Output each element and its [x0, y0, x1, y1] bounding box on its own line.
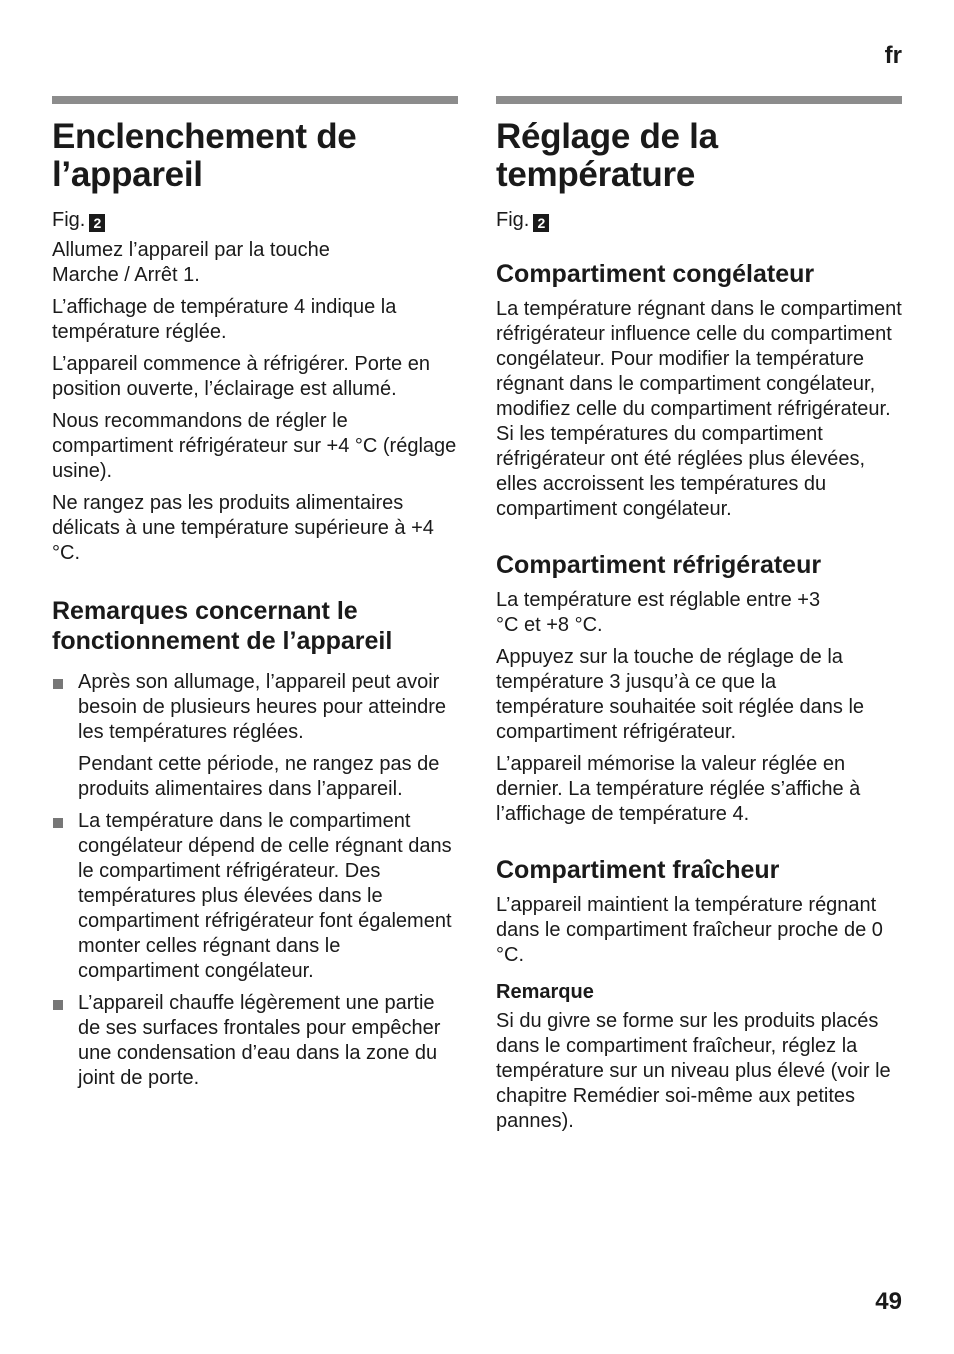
language-code: fr	[884, 42, 902, 69]
figure-number: 2	[533, 214, 549, 232]
figure-label: Fig.	[52, 209, 86, 231]
list-item	[52, 670, 458, 802]
paragraph: L’appareil commence à réfrigérer. Porte en position ouverte, l’éclairage est allumé.	[52, 353, 430, 400]
subsection-title-fridge: Compartiment réfrigérateur	[496, 551, 822, 579]
page-number: 49	[875, 1288, 902, 1315]
right-column	[496, 96, 902, 1141]
subsection-title-remarks: Remarques concernant le fonctionnement de l’appareil	[52, 597, 393, 655]
list-item-text: L’appareil chauffe légèrement une partie de ses surfaces frontales pour empêcher une condensation d’eau dans la zone du joint de porte.	[78, 992, 441, 1089]
figure-label: Fig.	[496, 209, 530, 231]
paragraph: Allumez l’appareil par la touche Marche / Arrêt 1.	[52, 239, 330, 286]
paragraph: Ne rangez pas les produits alimentaires délicats à une température supérieure à +4 °C.	[52, 492, 434, 564]
square-bullet-icon	[53, 818, 63, 828]
paragraph: L’appareil maintient la température régnant dans le compartiment fraîcheur proche de 0 °C.	[496, 894, 883, 966]
list-item-text: La température dans le compartiment congélateur dépend de celle régnant dans le compartiment réfrigérateur. Des températures plus élevées dans le compartiment réfrigérateur font également monter celles régnant dans le compartiment congélateur.	[78, 810, 452, 982]
square-bullet-icon	[53, 1000, 63, 1010]
section-rule	[496, 96, 902, 104]
paragraph: Nous recommandons de régler le compartiment réfrigérateur sur +4 °C (réglage usine).	[52, 410, 457, 482]
left-column	[52, 96, 458, 1098]
section-title-temperature: Réglage de la température	[496, 117, 718, 194]
paragraph: La température est réglable entre +3 °C et +8 °C.	[496, 589, 821, 636]
list-item	[52, 809, 458, 984]
note-title: Remarque	[496, 981, 594, 1003]
square-bullet-icon	[53, 679, 63, 689]
paragraph: La température régnant dans le compartiment réfrigérateur influence celle du compartiment congélateur. Pour modifier la température régnant dans le compartiment congélateur, modifiez celle du compartiment réfrigérateur. Si les températures du compartiment réfrigérateur ont été réglées plus élevées, elles accroissent les températures du compartiment congélateur.	[496, 298, 902, 520]
paragraph: Appuyez sur la touche de réglage de la température 3 jusqu’à ce que la température souhaitée soit réglée dans le compartiment réfrigérateur.	[496, 646, 865, 743]
remarks-list	[52, 670, 458, 1091]
list-item-text: Après son allumage, l’appareil peut avoir besoin de plusieurs heures pour atteindre les températures réglées.	[78, 671, 447, 743]
paragraph: L’appareil mémorise la valeur réglée en dernier. La température réglée s’affiche à l’affichage de température 4.	[496, 753, 861, 825]
figure-reference	[496, 208, 902, 233]
figure-number: 2	[89, 214, 105, 232]
paragraph: L’affichage de température 4 indique la température réglée.	[52, 296, 397, 343]
subsection-title-freezer: Compartiment congélateur	[496, 260, 815, 288]
note-text: Si du givre se forme sur les produits placés dans le compartiment fraîcheur, réglez la température sur un niveau plus élevé (voir le chapitre Remédier soi-même aux petites pannes).	[496, 1010, 891, 1132]
list-item	[52, 991, 458, 1091]
section-rule	[52, 96, 458, 104]
list-item-subtext: Pendant cette période, ne rangez pas de produits alimentaires dans l’appareil.	[78, 753, 440, 800]
figure-reference	[52, 208, 458, 233]
subsection-title-fresh: Compartiment fraîcheur	[496, 856, 780, 884]
section-title-switch-on: Enclenchement de l’appareil	[52, 117, 357, 194]
